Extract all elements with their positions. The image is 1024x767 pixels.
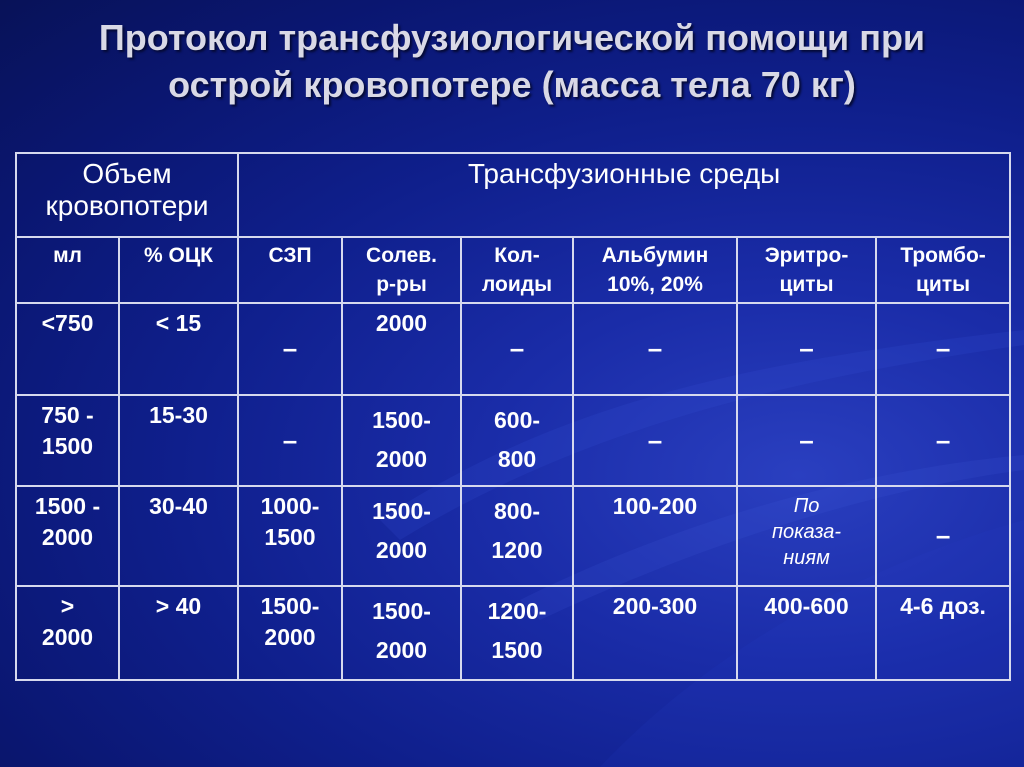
cell-ffp xyxy=(238,303,342,395)
column-header-colloids xyxy=(461,237,573,303)
cell-albumin: 200-300 xyxy=(573,586,737,680)
cell-saline xyxy=(342,586,461,680)
cell-erythrocytes-line-3: ниям xyxy=(783,547,830,569)
cell-saline-line-1: 1500- xyxy=(372,598,431,624)
column-header-ffp: СЗП xyxy=(238,237,342,303)
cell-erythrocytes-line-2: показа- xyxy=(771,521,842,543)
cell-ml-line-1: > xyxy=(60,593,75,619)
dash-mark: – xyxy=(935,333,951,363)
cell-saline xyxy=(342,395,461,486)
cell-ml: <750 xyxy=(16,303,119,395)
cell-erythrocytes xyxy=(737,395,876,486)
cell-colloids-line-2: 1200 xyxy=(491,537,543,563)
header-blood-loss-volume xyxy=(16,153,238,237)
column-header-erythrocytes-line-1: Эритро- xyxy=(764,244,849,267)
dash-mark: – xyxy=(647,333,663,363)
header-row-columns xyxy=(16,237,1010,303)
dash-mark: – xyxy=(647,424,663,455)
column-header-ml: мл xyxy=(16,237,119,303)
cell-colloids-line-1: 600- xyxy=(493,407,541,433)
cell-saline-line-2: 2000 xyxy=(375,537,428,563)
column-header-erythrocytes-line-2: циты xyxy=(779,273,834,296)
cell-saline-line-1: 1500- xyxy=(372,407,431,433)
table-row xyxy=(16,395,1010,486)
column-header-albumin xyxy=(573,237,737,303)
slide-title xyxy=(0,14,1024,108)
column-header-colloids-line-2: лоиды xyxy=(481,273,553,296)
cell-ffp-line-2: 2000 xyxy=(264,624,316,650)
header-row-groups xyxy=(16,153,1010,237)
column-header-colloids-line-1: Кол- xyxy=(494,244,540,267)
transfusion-protocol-table xyxy=(15,152,1011,681)
cell-colloids-line-1: 1200- xyxy=(487,598,547,624)
dash-mark: – xyxy=(935,424,951,455)
cell-saline-line-1: 1500- xyxy=(372,498,431,524)
column-header-platelets xyxy=(876,237,1010,303)
cell-saline-line-2: 2000 xyxy=(375,446,428,472)
cell-ffp xyxy=(238,486,342,586)
dash-mark: – xyxy=(799,333,814,363)
column-header-saline-line-1: Солев. xyxy=(366,244,437,267)
dash-mark: – xyxy=(509,333,525,363)
column-header-platelets-line-1: Тромбо- xyxy=(900,244,986,267)
column-header-saline-line-2: р-ры xyxy=(376,273,427,296)
header-blood-loss-line-1: Объем xyxy=(82,158,172,189)
cell-erythrocytes xyxy=(737,303,876,395)
cell-platelets xyxy=(876,303,1010,395)
cell-ml-line-2: 2000 xyxy=(41,524,94,550)
column-header-albumin-line-1: Альбумин xyxy=(601,244,709,267)
cell-platelets: 4-6 доз. xyxy=(876,586,1010,680)
cell-albumin: 100-200 xyxy=(573,486,737,586)
cell-ffp xyxy=(238,395,342,486)
cell-colloids-line-1: 800- xyxy=(493,498,541,524)
cell-platelets xyxy=(876,395,1010,486)
cell-ffp xyxy=(238,586,342,680)
table-row xyxy=(16,586,1010,680)
cell-ml xyxy=(16,486,119,586)
dash-mark: – xyxy=(799,424,814,455)
column-header-bcv-percent: % ОЦК xyxy=(119,237,238,303)
table-row xyxy=(16,303,1010,395)
cell-ml xyxy=(16,395,119,486)
header-blood-loss-line-2: кровопотери xyxy=(45,190,209,221)
cell-saline-line-2: 2000 xyxy=(375,637,428,663)
cell-erythrocytes xyxy=(737,486,876,586)
cell-ml-line-2: 1500 xyxy=(41,433,94,459)
cell-ffp-line-1: 1500- xyxy=(260,593,320,619)
cell-platelets xyxy=(876,486,1010,586)
slide-title-line-1: Протокол трансфузиологической помощи при xyxy=(98,17,926,58)
cell-colloids-line-2: 1500 xyxy=(491,637,543,663)
cell-ml-line-2: 2000 xyxy=(41,624,94,650)
header-transfusion-media-label: Трансфузионные среды xyxy=(467,158,781,189)
cell-erythrocytes: 400-600 xyxy=(737,586,876,680)
cell-albumin xyxy=(573,395,737,486)
slide-title-line-2: острой кровопотере (масса тела 70 кг) xyxy=(168,64,856,105)
dash-mark: – xyxy=(282,333,298,363)
cell-colloids xyxy=(461,395,573,486)
cell-erythrocytes-line-1: По xyxy=(793,495,820,517)
table-row xyxy=(16,486,1010,586)
cell-ml-line-1: 1500 - xyxy=(34,493,101,519)
cell-ml-line-1: 750 - xyxy=(41,402,94,428)
column-header-saline xyxy=(342,237,461,303)
cell-albumin xyxy=(573,303,737,395)
column-header-platelets-line-2: циты xyxy=(916,273,971,296)
cell-bcv: > 40 xyxy=(119,586,238,680)
column-header-erythrocytes xyxy=(737,237,876,303)
cell-colloids xyxy=(461,303,573,395)
cell-bcv: 15-30 xyxy=(119,395,238,486)
cell-colloids xyxy=(461,586,573,680)
cell-saline: 2000 xyxy=(342,303,461,395)
cell-saline xyxy=(342,486,461,586)
dash-mark: – xyxy=(282,424,298,455)
column-header-albumin-line-2: 10%, 20% xyxy=(607,273,703,296)
cell-bcv: 30-40 xyxy=(119,486,238,586)
dash-mark: – xyxy=(935,520,951,550)
cell-ffp-line-2: 1500 xyxy=(264,524,316,550)
cell-ml xyxy=(16,586,119,680)
cell-colloids-line-2: 800 xyxy=(497,446,537,472)
cell-colloids xyxy=(461,486,573,586)
cell-bcv: < 15 xyxy=(119,303,238,395)
cell-ffp-line-1: 1000- xyxy=(260,493,320,519)
header-transfusion-media xyxy=(238,153,1010,237)
